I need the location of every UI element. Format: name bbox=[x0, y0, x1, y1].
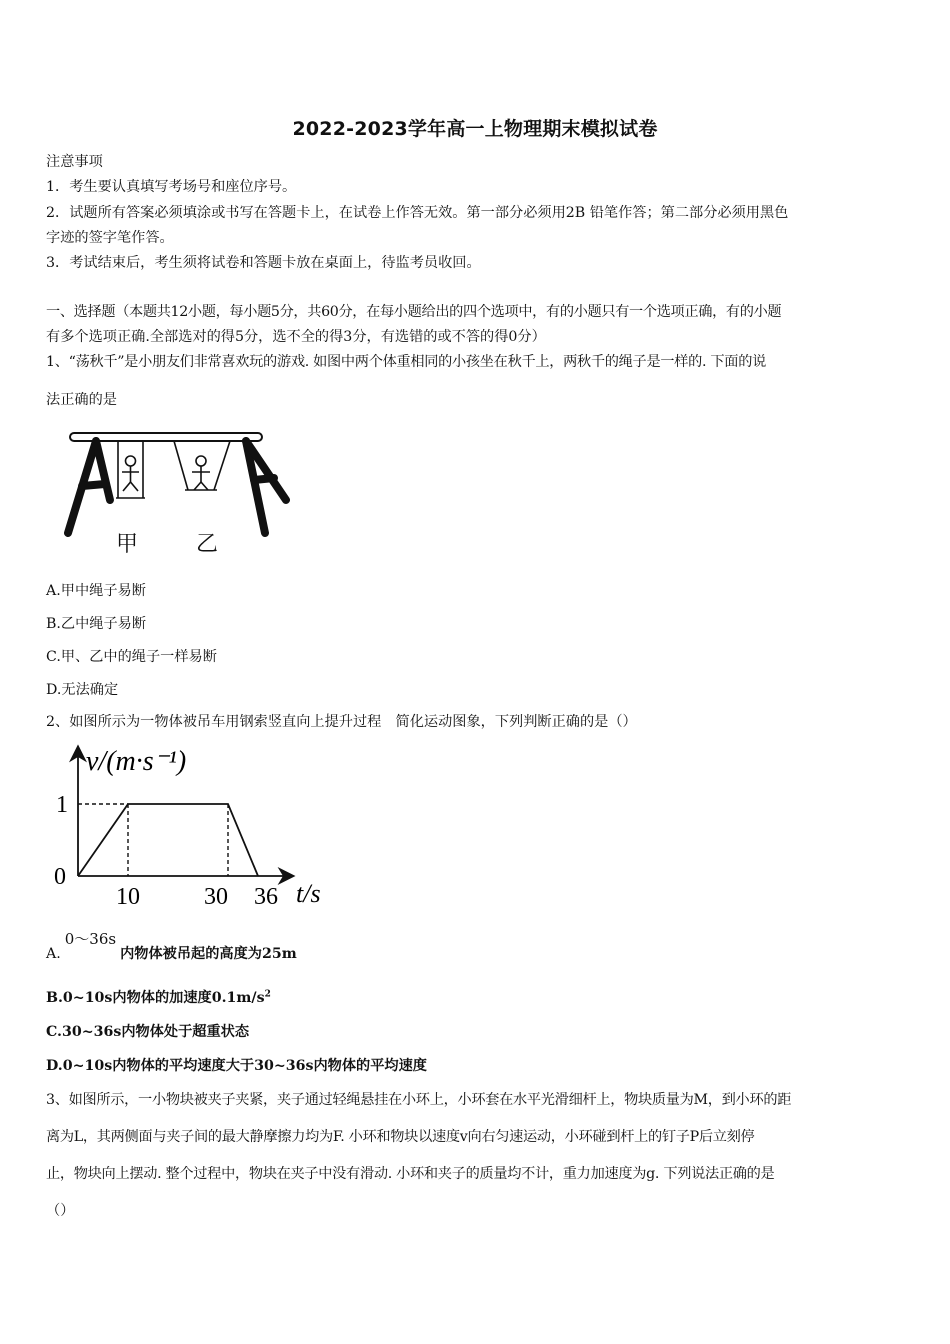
question-1-option-d: D.无法确定 bbox=[46, 682, 119, 698]
left-frame bbox=[68, 441, 110, 533]
swing-label-yi: 乙 bbox=[196, 532, 219, 557]
x-tick-label: 30 bbox=[204, 884, 228, 910]
option-a-prefix: A. bbox=[46, 946, 61, 962]
velocity-series-line bbox=[78, 804, 258, 876]
right-frame bbox=[246, 441, 286, 533]
question-1-option-a: A.甲中绳子易断 bbox=[46, 583, 146, 599]
page-title: 2022-2023学年高一上物理期末模拟试卷 bbox=[292, 118, 658, 140]
x-axis-label: t/s bbox=[296, 879, 321, 908]
section-instructions-2: 有多个选项正确.全部选对的得5分，选不全的得3分，有选错的或不答的得0分） bbox=[46, 329, 546, 345]
question-1-stem-2: 法正确的是 bbox=[46, 392, 117, 408]
question-3-stem-3: 止，物块向上摆动. 整个过程中，物块在夹子中没有滑动. 小环和夹子的质量均不计，重力加速度为g. 下列说法正确的是 bbox=[46, 1166, 775, 1182]
swing-label-jia: 甲 bbox=[116, 532, 139, 557]
section-instructions-1: 一、选择题（本题共12小题，每小题5分，共60分，在每小题给出的四个选项中，有的小题只有一个选项正确，有的小题 bbox=[46, 304, 782, 320]
option-a-math: 0～36s bbox=[64, 930, 117, 948]
question-3-stem-4: （） bbox=[46, 1203, 75, 1219]
swing-jia bbox=[116, 441, 145, 498]
notice-item-1: 1．考生要认真填写考场号和座位序号。 bbox=[46, 179, 297, 195]
question-1-option-c: C.甲、乙中的绳子一样易断 bbox=[46, 649, 217, 665]
question-2-option-c: C.30~36s内物体处于超重状态 bbox=[46, 1024, 250, 1040]
question-1-stem-1: 1、“荡秋千”是小朋友们非常喜欢玩的游戏. 如图中两个体重相同的小孩坐在秋千上，两秋千的绳子是一样的. 下面的说 bbox=[46, 354, 766, 370]
swing-figure bbox=[58, 428, 298, 558]
question-1-option-b: B.乙中绳子易断 bbox=[46, 616, 147, 632]
question-3-stem-1: 3、如图所示，一小物块被夹子夹紧，夹子通过轻绳悬挂在小环上，小环套在水平光滑细杆上，物块质量为M，到小环的距 bbox=[46, 1092, 792, 1108]
question-2-stem: 2、如图所示为一物体被吊车用钢索竖直向上提升过程 简化运动图象，下列判断正确的是（） bbox=[46, 714, 637, 730]
option-b-exponent: 2 bbox=[264, 989, 271, 1000]
swing-yi bbox=[174, 441, 230, 490]
velocity-time-graph bbox=[46, 740, 336, 920]
y-axis-label: v/(m·s⁻¹) bbox=[86, 746, 187, 777]
question-2-option-d: D.0~10s内物体的平均速度大于30~36s内物体的平均速度 bbox=[46, 1058, 427, 1074]
origin-label: 0 bbox=[54, 864, 66, 890]
notice-item-2-cont: 字迹的签字笔作答。 bbox=[46, 230, 174, 246]
question-2-option-b bbox=[46, 987, 271, 1007]
notice-item-2: 2．试题所有答案必须填涂或书写在答题卡上，在试卷上作答无效。第一部分必须用2B 铅笔作答；第二部分必须用黑色 bbox=[46, 205, 789, 221]
x-tick-label: 36 bbox=[254, 884, 278, 910]
notice-item-3: 3．考试结束后，考生须将试卷和答题卡放在桌面上，待监考员收回。 bbox=[46, 255, 481, 271]
question-3-stem-2: 离为L，其两侧面与夹子间的最大静摩擦力均为F. 小环和物块以速度v向右匀速运动，小环碰到杆上的钉子P后立刻停 bbox=[46, 1129, 755, 1145]
option-b-text: B.0~10s内物体的加速度0.1m/s bbox=[46, 990, 265, 1006]
y-tick-label: 1 bbox=[56, 792, 68, 818]
guide-lines bbox=[78, 804, 228, 876]
question-2-option-a bbox=[46, 930, 297, 963]
x-tick-label: 10 bbox=[116, 884, 140, 910]
option-a-text: 内物体被吊起的高度为25m bbox=[120, 946, 297, 962]
notice-heading: 注意事项 bbox=[46, 154, 103, 170]
